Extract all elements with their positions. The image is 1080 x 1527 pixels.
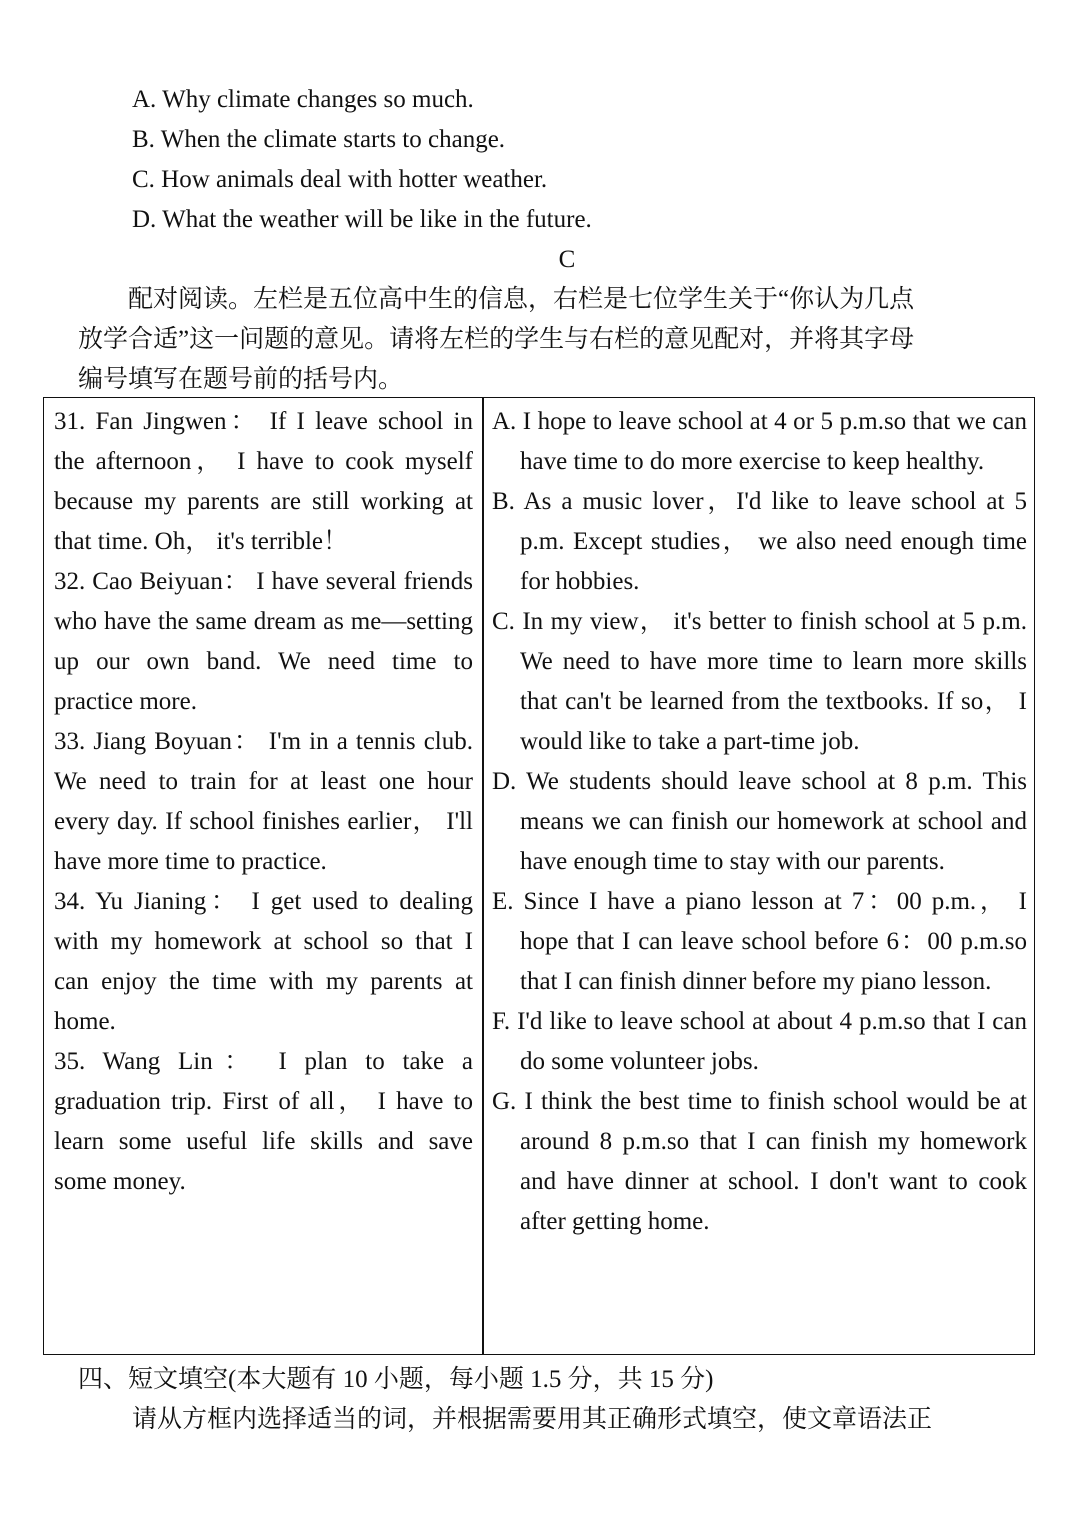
opinions-column bbox=[492, 402, 1027, 1242]
option-b: B. When the climate starts to change. bbox=[132, 126, 506, 153]
opinion-b: B. As a music lover，I'd like to leave school at 5 p.m. Except studies， we also need enough time for hobbies. bbox=[492, 488, 1027, 595]
student-35: 35. Wang Lin： I plan to take a graduation trip. First of all， I have to learn some useful life skills and save some money. bbox=[54, 1048, 473, 1195]
opinion-c: C. In my view， it's better to finish school at 5 p.m. We need to have more time to learn more skills that can't be learned from the textbooks. If so， I would like to take a part-time job. bbox=[492, 608, 1027, 755]
instruction-line: 编号填写在题号前的括号内。 bbox=[78, 366, 404, 393]
option-d: D. What the weather will be like in the future. bbox=[132, 206, 592, 233]
instruction-line: 放学合适”这一问题的意见。请将左栏的学生与右栏的意见配对，并将其字母 bbox=[78, 326, 915, 353]
section-label: C bbox=[558, 246, 576, 273]
opinion-a: A. I hope to leave school at 4 or 5 p.m.so that we can have time to do more exercise to keep healthy. bbox=[492, 408, 1027, 475]
matching-table bbox=[43, 397, 1035, 1355]
matching-instructions bbox=[78, 280, 1008, 400]
opinion-e: E. Since I have a piano lesson at 7：00 p.m.， I hope that I can leave school before 6：00 p.m.so that I can finish dinner before my piano lesson. bbox=[492, 888, 1027, 995]
student-32: 32. Cao Beiyuan： I have several friends who have the same dream as me—setting up our own band. We need time to practice more. bbox=[54, 568, 473, 715]
opinion-d: D. We students should leave school at 8 p.m. This means we can finish our homework at school and have enough time to stay with our parents. bbox=[492, 768, 1027, 875]
student-34: 34. Yu Jianing： I get used to dealing with my homework at school so that I can enjoy the time with my parents at home. bbox=[54, 888, 473, 1035]
answer-options bbox=[132, 80, 1012, 240]
option-a: A. Why climate changes so much. bbox=[132, 86, 474, 113]
section-four bbox=[78, 1360, 1008, 1440]
opinion-g: G. I think the best time to finish school would be at around 8 p.m.so that I can finish my homework and have dinner at school. I don't want to cook after getting home. bbox=[492, 1088, 1027, 1235]
students-column bbox=[54, 402, 473, 1202]
student-33: 33. Jiang Boyuan： I'm in a tennis club. We need to train for at least one hour every day. If school finishes earlier， I'll have more time to practice. bbox=[54, 728, 473, 875]
column-divider bbox=[482, 398, 484, 1354]
section-four-title: 四、短文填空(本大题有 10 小题，每小题 1.5 分，共 15 分) bbox=[78, 1366, 714, 1393]
section-four-instruction: 请从方框内选择适当的词，并根据需要用其正确形式填空，使文章语法正 bbox=[132, 1406, 933, 1433]
opinion-f: F. I'd like to leave school at about 4 p.m.so that I can do some volunteer jobs. bbox=[492, 1008, 1027, 1075]
student-31: 31. Fan Jingwen： If I leave school in the afternoon， I have to cook myself because my parents are still working at that time. Oh， it's terrible！ bbox=[54, 408, 473, 555]
option-c: C. How animals deal with hotter weather. bbox=[132, 166, 548, 193]
instruction-line: 配对阅读。左栏是五位高中生的信息，右栏是七位学生关于“你认为几点 bbox=[78, 286, 915, 313]
